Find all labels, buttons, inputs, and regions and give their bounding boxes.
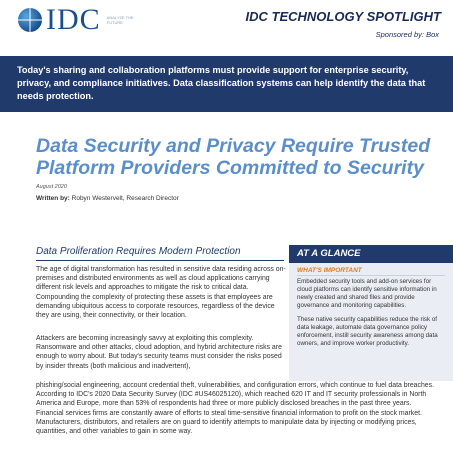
paragraph-3: phishing/social engineering, account credential theft, vulnerabilities, and configuration errors, which continue to fuel data breaches. According to IDC's 2020 Data Security Survey (IDC #US46025120), which reached 620 IT and IT security professionals in North America and Europe, more than 53% of respondents had three or more publicly disclosed breaches in the past three years. Financial services firms are constantly aware of efforts to steal time-sensitive financial information to profit on the stock market. Manufacturers, distributors, and retailers are on guard to identify attempts to manipulate data by injecting or modifying prices, quantities, and other variables to gain in some way.: [36, 382, 434, 436]
author-label: Written by:: [36, 195, 70, 202]
paragraph-2: Attackers are becoming increasingly savvy at exploiting this complexity. Ransomware and other attacks, cloud adoption, and hybrid architecture risks are enough to worry about. But today's security teams must consider the risks posed by insider threats (both malicious and inadvertent),: [36, 335, 282, 370]
article-date: August 2020: [36, 184, 67, 190]
globe-icon: [18, 8, 42, 32]
intro-banner: Today's sharing and collaboration platforms must provide support for enterprise security, privacy, and compliance initiatives. Data classification systems can help identify the data that needs protection.: [0, 56, 453, 112]
section-heading: Data Proliferation Requires Modern Protection: [36, 246, 284, 261]
logo-tagline: ANALYZE THE FUTURE: [106, 15, 134, 25]
whats-important-heading: WHAT'S IMPORTANT: [297, 267, 445, 276]
sidebar-text-2: These native security capabilities reduce the risk of data leakage, automate data governance policy enforcement, instill security awareness among data owners, and improve worker productivity.: [297, 316, 438, 347]
page-header: [0, 0, 453, 50]
sidebar-text-1: Embedded security tools and add-on services for cloud platforms can identify sensitive information in newly created and shared files and provide governance and monitoring capabilities.: [297, 278, 437, 309]
article-author: [36, 195, 179, 202]
spotlight-title: IDC TECHNOLOGY SPOTLIGHT: [245, 9, 441, 24]
author-name: Robyn Westervelt, Research Director: [69, 195, 179, 202]
logo-text: IDC: [46, 3, 101, 36]
at-a-glance-header: AT A GLANCE: [289, 245, 453, 263]
article-title: Data Security and Privacy Require Trusted Platform Providers Committed to Security: [36, 135, 431, 179]
sponsor-line: Sponsored by: Box: [375, 30, 439, 39]
paragraph-1: The age of digital transformation has resulted in sensitive data residing across on-premises and distributed environments as well as cloud applications carrying different risk levels and approaches to mitigate the risk to critical data. Compounding the complexity of protecting these assets is that employees are demanding ubiquitous access to corporate resources, regardless of the device they are using, their connectivity, or their location.: [36, 266, 286, 320]
at-a-glance-box: [289, 263, 453, 381]
idc-logo: [18, 3, 135, 36]
